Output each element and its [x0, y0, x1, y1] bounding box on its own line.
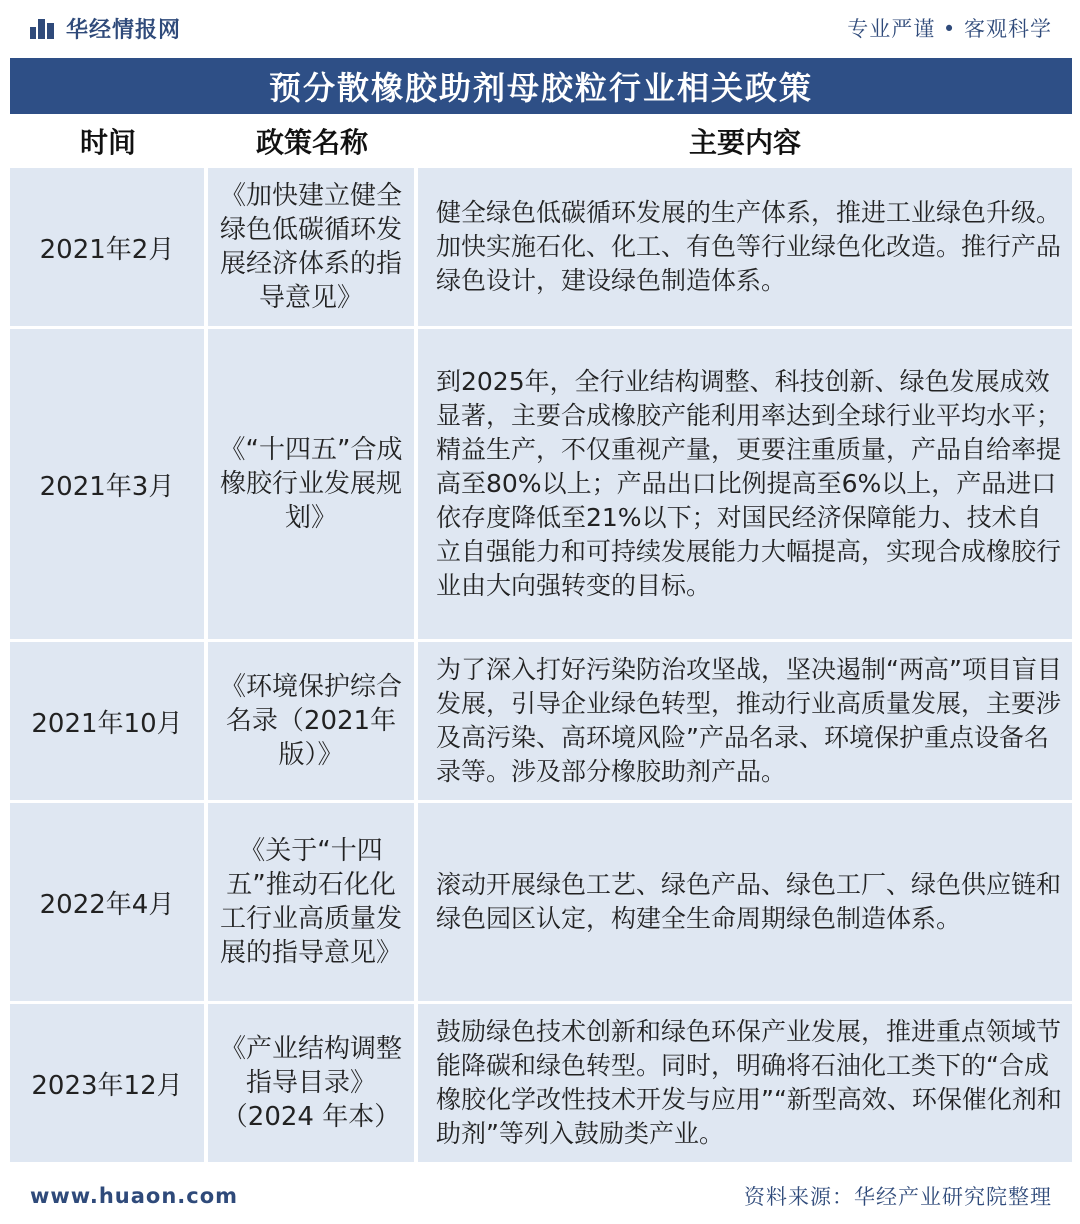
row-time: 2021年10月 — [10, 642, 204, 800]
footer-url: www.huaon.com — [30, 1184, 239, 1208]
brand — [30, 13, 181, 44]
row-time: 2021年2月 — [10, 168, 204, 326]
column-header-content: 主要内容 — [688, 126, 801, 159]
row-content: 到2025年，全行业结构调整、科技创新、绿色发展成效显著，主要合成橡胶产能利用率达到全球行业平均水平；精益生产，不仅重视产量，更要注重质量，产品自给率提高至80%以上；产品出口比例提高至6%以上，产品进口依存度降低至21%以下；对国民经济保障能力、技术自立自强能力和可持续发展能力大幅提高，实现合成橡胶行业由大向强转变的目标。 — [418, 329, 1072, 639]
footer-source: 资料来源：华经产业研究院整理 — [744, 1185, 1052, 1209]
row-content: 健全绿色低碳循环发展的生产体系，推进工业绿色升级。加快实施石化、化工、有色等行业绿色化改造。推行产品绿色设计，建设绿色制造体系。 — [418, 168, 1072, 326]
column-header-time: 时间 — [79, 126, 136, 159]
row-policy-name: 《加快建立健全绿色低碳循环发展经济体系的指导意见》 — [208, 168, 414, 326]
table-header — [10, 116, 1072, 166]
row-content: 滚动开展绿色工艺、绿色产品、绿色工厂、绿色供应链和绿色园区认定，构建全生命周期绿色制造体系。 — [418, 803, 1072, 1001]
brand-name: 华经情报网 — [66, 17, 182, 43]
row-content: 鼓励绿色技术创新和绿色环保产业发展，推进重点领域节能降碳和绿色转型。同时，明确将石油化工类下的“合成橡胶化学改性技术开发与应用”“新型高效、环保催化剂和助剂”等列入鼓励类产业。 — [418, 1004, 1072, 1162]
footer — [0, 1176, 1080, 1216]
row-time: 2023年12月 — [10, 1004, 204, 1162]
page-title: 预分散橡胶助剂母胶粒行业相关政策 — [10, 58, 1072, 114]
row-policy-name: 《关于“十四五”推动石化化工行业高质量发展的指导意见》 — [208, 803, 414, 1001]
row-content: 为了深入打好污染防治攻坚战，坚决遏制“两高”项目盲目发展，引导企业绿色转型，推动行业高质量发展，主要涉及高污染、高环境风险”产品名录、环境保护重点设备名录等。涉及部分橡胶助剂产品。 — [418, 642, 1072, 800]
row-time: 2022年4月 — [10, 803, 204, 1001]
bar-logo-icon — [30, 17, 56, 39]
row-policy-name: 《产业结构调整指导目录》（2024 年本） — [208, 1004, 414, 1162]
row-time: 2021年3月 — [10, 329, 204, 639]
column-header-name: 政策名称 — [255, 126, 368, 159]
table-row — [10, 1004, 1072, 1162]
row-policy-name: 《“十四五”合成橡胶行业发展规划》 — [208, 329, 414, 639]
table-row — [10, 329, 1072, 639]
table-row — [10, 803, 1072, 1001]
slogan: 专业严谨 • 客观科学 — [847, 17, 1052, 41]
policy-table — [10, 168, 1072, 1165]
row-policy-name: 《环境保护综合名录（2021年版）》 — [208, 642, 414, 800]
table-row — [10, 642, 1072, 800]
table-row — [10, 168, 1072, 326]
top-bar — [0, 0, 1080, 56]
